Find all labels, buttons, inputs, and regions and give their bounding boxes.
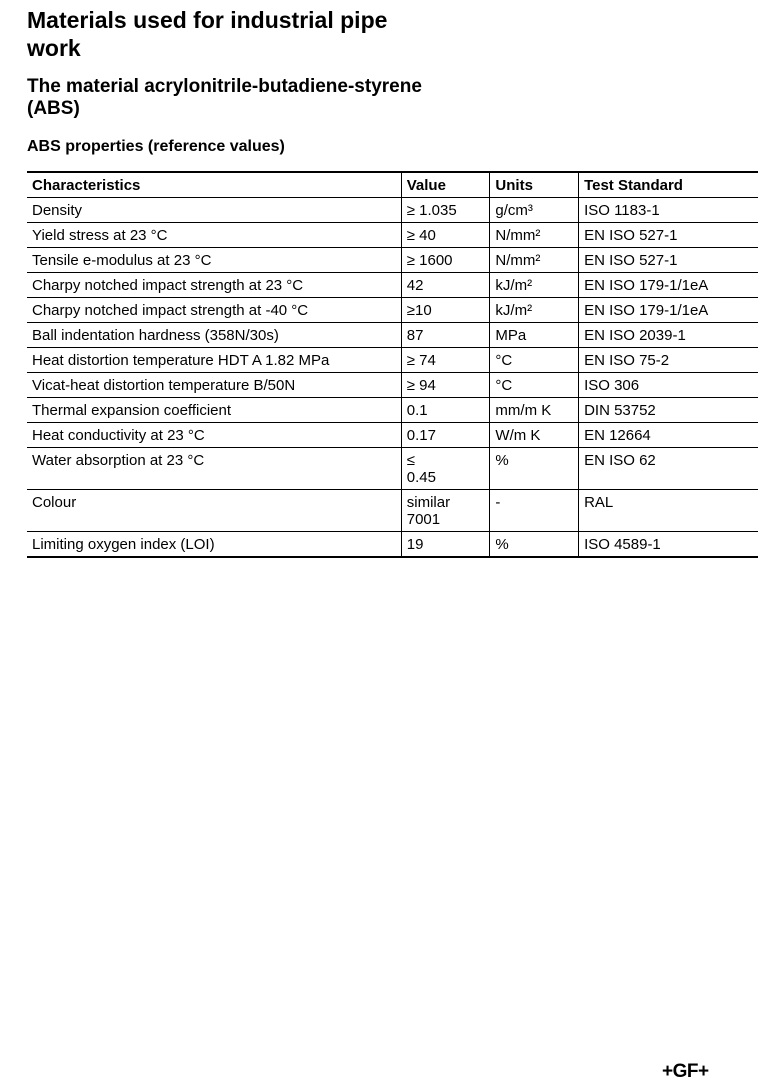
table-row <box>27 248 758 273</box>
cell-characteristic: Limiting oxygen index (LOI) <box>27 532 401 558</box>
cell-test-standard: DIN 53752 <box>579 398 758 423</box>
cell-test-standard: EN ISO 75-2 <box>579 348 758 373</box>
gf-logo: +GF+ <box>662 1061 709 1082</box>
material-subtitle: The material acrylonitrile-butadiene-styrene (ABS) <box>27 76 422 119</box>
cell-units: MPa <box>490 323 579 348</box>
cell-test-standard: EN 12664 <box>579 423 758 448</box>
header-test-standard: Test Standard <box>579 172 758 198</box>
cell-characteristic: Thermal expansion coefficient <box>27 398 401 423</box>
cell-value: similar 7001 <box>401 490 490 532</box>
cell-characteristic: Ball indentation hardness (358N/30s) <box>27 323 401 348</box>
cell-value: ≥ 1.035 <box>401 198 490 223</box>
header-characteristics: Characteristics <box>27 172 401 198</box>
cell-characteristic: Yield stress at 23 °C <box>27 223 401 248</box>
cell-value: ≥10 <box>401 298 490 323</box>
section-title: ABS properties (reference values) <box>27 138 285 155</box>
table-header-row <box>27 172 758 198</box>
cell-value: 0.17 <box>401 423 490 448</box>
header-units: Units <box>490 172 579 198</box>
cell-test-standard: EN ISO 527-1 <box>579 223 758 248</box>
cell-units: - <box>490 490 579 532</box>
table-row <box>27 490 758 532</box>
table-row <box>27 348 758 373</box>
cell-test-standard: EN ISO 62 <box>579 448 758 490</box>
cell-units: W/m K <box>490 423 579 448</box>
cell-characteristic: Charpy notched impact strength at 23 °C <box>27 273 401 298</box>
table-row <box>27 398 758 423</box>
cell-characteristic: Heat distortion temperature HDT A 1.82 MPa <box>27 348 401 373</box>
table-row <box>27 223 758 248</box>
table-row <box>27 273 758 298</box>
table-row <box>27 423 758 448</box>
cell-characteristic: Vicat-heat distortion temperature B/50N <box>27 373 401 398</box>
cell-characteristic: Colour <box>27 490 401 532</box>
cell-units: kJ/m² <box>490 298 579 323</box>
cell-test-standard: EN ISO 179-1/1eA <box>579 273 758 298</box>
cell-value: ≥ 40 <box>401 223 490 248</box>
cell-units: kJ/m² <box>490 273 579 298</box>
cell-units: °C <box>490 373 579 398</box>
cell-value: ≥ 1600 <box>401 248 490 273</box>
header-value: Value <box>401 172 490 198</box>
table-row <box>27 298 758 323</box>
cell-units: mm/m K <box>490 398 579 423</box>
cell-test-standard: EN ISO 2039-1 <box>579 323 758 348</box>
cell-units: % <box>490 532 579 558</box>
cell-test-standard: ISO 306 <box>579 373 758 398</box>
cell-test-standard: ISO 4589-1 <box>579 532 758 558</box>
cell-units: % <box>490 448 579 490</box>
cell-value: ≥ 94 <box>401 373 490 398</box>
cell-value: 0.1 <box>401 398 490 423</box>
cell-value: ≤ 0.45 <box>401 448 490 490</box>
cell-characteristic: Water absorption at 23 °C <box>27 448 401 490</box>
cell-characteristic: Tensile e-modulus at 23 °C <box>27 248 401 273</box>
abs-properties-table <box>27 171 758 558</box>
page-title: Materials used for industrial pipe work <box>27 7 388 61</box>
cell-characteristic: Charpy notched impact strength at -40 °C <box>27 298 401 323</box>
table-row <box>27 198 758 223</box>
cell-value: 87 <box>401 323 490 348</box>
table-row <box>27 448 758 490</box>
cell-test-standard: EN ISO 179-1/1eA <box>579 298 758 323</box>
cell-test-standard: ISO 1183-1 <box>579 198 758 223</box>
cell-units: N/mm² <box>490 223 579 248</box>
cell-value: 42 <box>401 273 490 298</box>
cell-value: 19 <box>401 532 490 558</box>
cell-test-standard: EN ISO 527-1 <box>579 248 758 273</box>
cell-units: g/cm³ <box>490 198 579 223</box>
table-row <box>27 323 758 348</box>
cell-units: °C <box>490 348 579 373</box>
table-row <box>27 532 758 558</box>
table-body <box>27 198 758 558</box>
table-row <box>27 373 758 398</box>
cell-characteristic: Heat conductivity at 23 °C <box>27 423 401 448</box>
cell-characteristic: Density <box>27 198 401 223</box>
cell-test-standard: RAL <box>579 490 758 532</box>
cell-value: ≥ 74 <box>401 348 490 373</box>
cell-units: N/mm² <box>490 248 579 273</box>
